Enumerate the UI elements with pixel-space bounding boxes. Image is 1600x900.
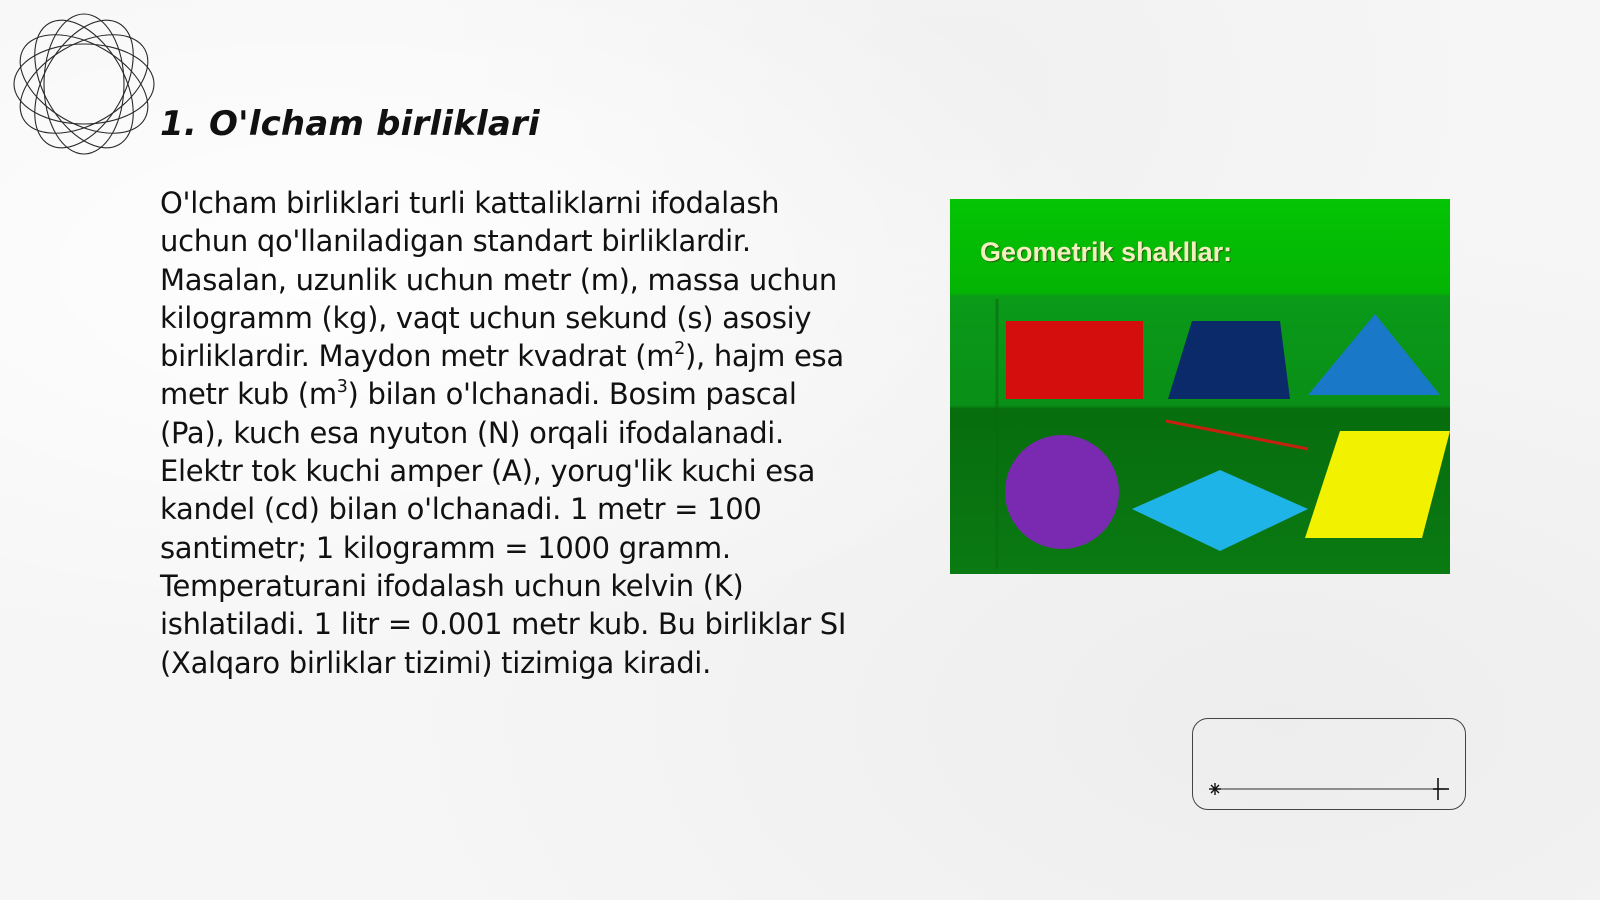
red-rectangle-shape (1006, 321, 1143, 399)
yellow-parallelogram-shape (1305, 431, 1450, 538)
timeline-box (1192, 718, 1466, 810)
superscript-square: 2 (674, 339, 685, 360)
cyan-rhombus-shape (1132, 470, 1308, 551)
plus-marker-icon (1433, 778, 1449, 800)
spirograph-logo-icon (10, 10, 158, 158)
paragraph-part-3: ) bilan o'lchanadi. Bosim pascal (Pa), kuch esa nyuton (N) orqali ifodalanadi. Elektr tok kuchi amper (A), yorug'lik kuchi esa kandel (cd) bilan o'lchanadi. 1 metr = 100 santimetr; 1 kilogramm = 1000 gramm. Temperaturani ifodalash uchun kelvin (K) ishlatiladi. 1 litr = 0.001 metr kub. Bu birliklar SI (Xalqaro birliklar tizimi) tizimiga kiradi. (160, 377, 847, 680)
navy-trapezoid-shape (1168, 321, 1290, 399)
paragraph-part-1: O'lcham birliklari turli kattaliklarni ifodalash uchun qo'llaniladigan standart birliklardir. Masalan, uzunlik uchun metr (m), massa uchun kilogramm (kg), vaqt uchun sekund (s) asosiy birliklardir. Maydon metr kvadrat (m (160, 186, 837, 374)
paragraph-part-2: ), hajm esa metr kub (m (160, 339, 844, 412)
slide-title: 1. O'lcham birliklari (160, 104, 540, 144)
purple-circle-shape (1005, 435, 1119, 549)
timeline-icon (1193, 719, 1465, 809)
star-marker-icon (1209, 783, 1221, 795)
red-line-shape (1166, 421, 1308, 449)
geometric-shapes-figure (950, 199, 1450, 574)
body-paragraph (160, 184, 860, 682)
superscript-cube: 3 (336, 377, 348, 398)
blue-triangle-shape (1308, 314, 1440, 395)
figure-caption: Geometrik shakllar: (980, 237, 1233, 267)
